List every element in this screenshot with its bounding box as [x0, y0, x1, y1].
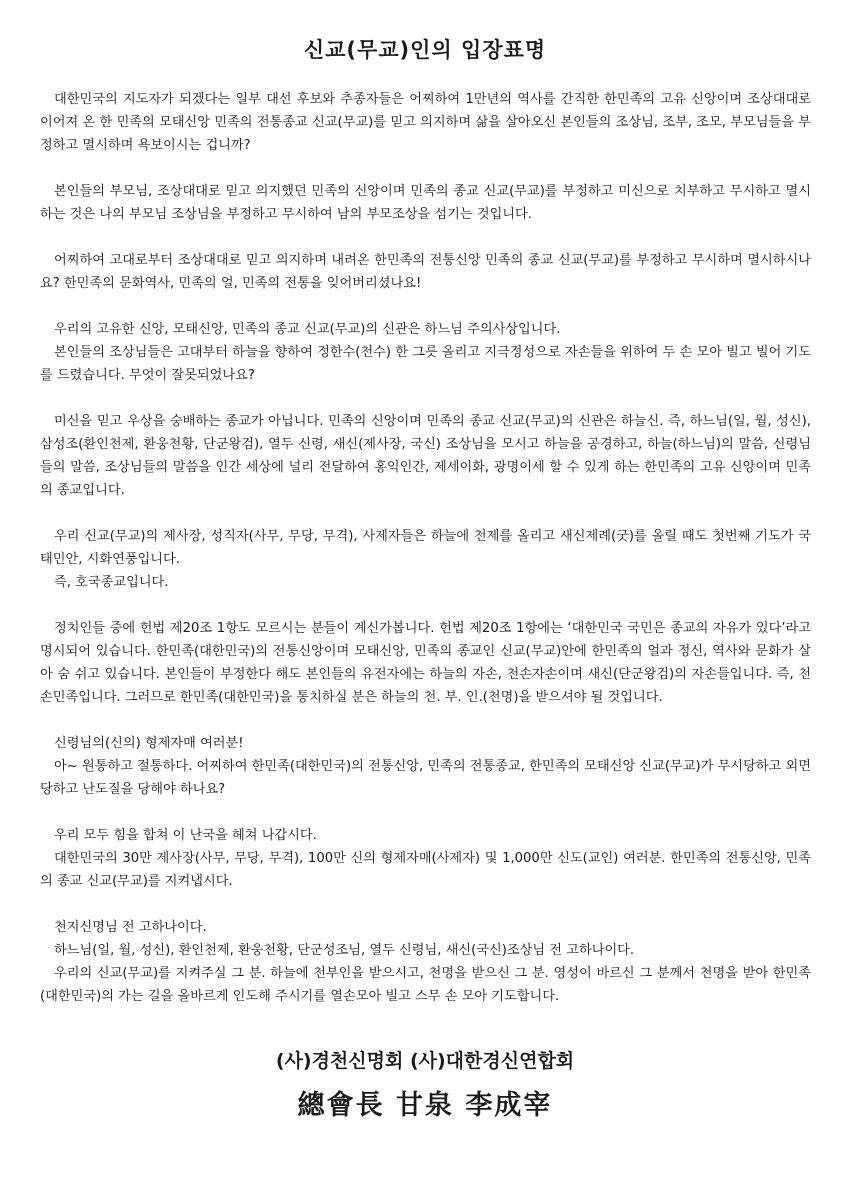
paragraph: 아~ 원통하고 절통하다. 어찌하여 한민족(대한민국)의 전통신앙, 민족의 전통종교, 한민족의 모태신앙 신교(무교)가 무시당하고 외면당하고 난도질을 당해야 하나요?: [40, 759, 811, 797]
paragraph: 대한민국의 30만 제사장(사무, 무당, 무격), 100만 신의 형제자매(사제자) 및 1,000만 신도(교인) 여러분. 한민족의 전통신앙, 민족의 종교 신교(무교)를 지켜냅시다.: [40, 851, 811, 889]
paragraph: 우리 모두 힘을 합쳐 이 난국을 헤쳐 나갑시다.: [54, 828, 317, 843]
paragraph: 천지신명님 전 고하나이다.: [54, 920, 207, 935]
paragraph: 대한민국의 지도자가 되겠다는 일부 대선 후보와 추종자들은 어찌하여 1만년의 역사를 간직한 한민족의 고유 신앙이며 조상대대로 이어져 온 한 민족의 모태신앙 민족의 전통종교 신교(무교)를 믿고 의지하며 삶을 살아오신 본인들의 조상님, 조부, 조모, 부모님들을 부정하고 멸시하며 욕보이시는 겁니까?: [40, 92, 811, 153]
paragraph: 우리의 신교(무교)를 지켜주실 그 분. 하늘에 천부인을 받으시고, 천명을 받으신 그 분. 영성이 바르신 그 분께서 천명을 받아 한민족(대한민국)의 가는 길을 올바르게 인도해 주시기를 열손모아 빌고 스무 손 모아 기도합니다.: [40, 966, 811, 1004]
paragraph: 우리의 고유한 신앙, 모태신앙, 민족의 종교 신교(무교)의 신관은 하느님 주의사상입니다.: [54, 322, 561, 337]
paragraph: 어찌하여 고대로부터 조상대대로 믿고 의지하며 내려온 한민족의 전통신앙 민족의 종교 신교(무교)를 부정하고 무시하며 멸시하시나요? 한민족의 문화역사, 민족의 얼, 민족의 전통을 잊어버리셨나요!: [40, 253, 811, 291]
paragraph: 즉, 호국종교입니다.: [54, 575, 169, 590]
signature-name: 總會長 甘泉 李成宰: [297, 1090, 553, 1121]
document-title: 신교(무교)인의 입장표명: [303, 38, 547, 62]
document-body: [40, 88, 811, 1008]
paragraph: 본인들의 부모님, 조상대대로 믿고 의지했던 민족의 신앙이며 민족의 종교 신교(무교)를 부정하고 미신으로 치부하고 무시하고 멸시하는 것은 나의 부모님 조상님을 부정하고 무시하여 남의 부모조상을 섬기는 것입니다.: [40, 184, 811, 222]
signature-organizations: (사)경천신명회 (사)대한경신연합회: [275, 1050, 575, 1072]
paragraph: 우리 신교(무교)의 제사장, 성직자(사무, 무당, 무격), 사제자들은 하늘에 천제를 올리고 새신제례(굿)를 올릴 때도 첫번째 기도가 국태민안, 시화연풍입니다.: [40, 529, 811, 567]
paragraph: 본인들의 조상님들은 고대부터 하늘을 향하여 정한수(천수) 한 그릇 올리고 지극정성으로 자손들을 위하여 두 손 모아 빌고 빌어 기도를 드렸습니다. 무엇이 잘못되었나요?: [40, 345, 811, 383]
paragraph: 하느님(일, 월, 성신), 환인천제, 환웅천황, 단군성조님, 열두 신령님, 새신(국신)조상님 전 고하나이다.: [54, 943, 635, 958]
paragraph: 미신을 믿고 우상을 숭배하는 종교가 아닙니다. 민족의 신앙이며 민족의 종교 신교(무교)의 신관은 하늘신. 즉, 하느님(일, 월, 성신), 삼성조(환인천제, 환웅천황, 단군왕검), 열두 신령, 새신(제사장, 국신) 조상님을 모시고 하늘을 공경하고, 하늘(하느님)의 말씀, 신령님들의 말씀, 조상님들의 말씀을 인간 세상에 널리 전달하여 홍익인간, 제세이화, 광명이세 할 수 있게 하는 한민족의 고유 신앙이며 민족의 종교입니다.: [40, 414, 811, 498]
paragraph: 신령님의(신의) 형제자매 여러분!: [54, 736, 244, 751]
paragraph: 정치인들 중에 헌법 제20조 1항도 모르시는 분들이 계신가봅니다. 헌법 제20조 1항에는 ‘대한민국 국민은 종교의 자유가 있다’라고 명시되어 있습니다. 한민족(대한민국)의 전통신앙이며 모태신앙, 민족의 종교인 신교(무교)안에 한민족의 얼과 정신, 역사와 문화가 살아 숨 쉬고 있습니다. 본인들이 부정한다 해도 본인들의 유전자에는 하늘의 자손, 천손자손이며 새신(단군왕검)의 자손들입니다. 즉, 천손민족입니다. 그러므로 한민족(대한민국)을 통치하실 분은 하늘의 천. 부. 인.(천명)을 받으셔야 될 것입니다.: [40, 621, 811, 705]
